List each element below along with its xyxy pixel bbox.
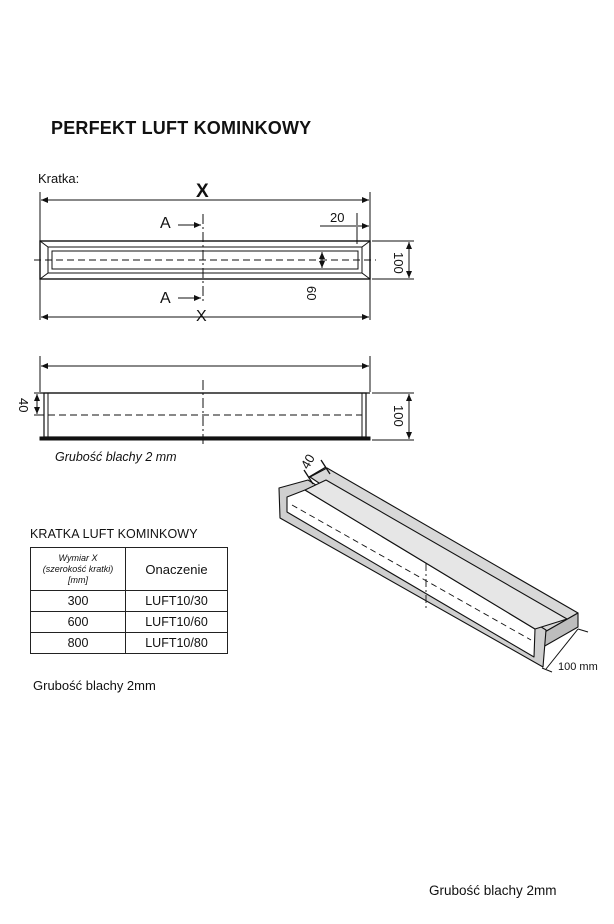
table-title: KRATKA LUFT KOMINKOWY bbox=[30, 527, 198, 541]
dim-100-side: 100 bbox=[391, 405, 406, 427]
header-width-line3: [mm] bbox=[68, 574, 88, 585]
dim-40-side: 40 bbox=[16, 398, 31, 413]
kratka-label: Kratka: bbox=[38, 171, 80, 186]
front-view bbox=[34, 192, 414, 320]
section-marker-bottom: A bbox=[160, 290, 171, 307]
row-code: LUFT10/80 bbox=[126, 633, 228, 654]
dim-20: 20 bbox=[330, 210, 345, 225]
dim-100mm-iso: 100 mm bbox=[558, 661, 598, 673]
spec-table bbox=[30, 547, 228, 654]
header-code: Onaczenie bbox=[126, 548, 228, 591]
section-marker-top: A bbox=[160, 215, 171, 232]
dim-60: 60 bbox=[304, 286, 319, 301]
table-row bbox=[31, 591, 228, 612]
header-width-line1: Wymiar X bbox=[58, 552, 98, 563]
header-width-line2: (szerokość kratki) bbox=[42, 563, 114, 574]
header-width bbox=[31, 548, 126, 591]
dim-x-bottom: X bbox=[196, 308, 207, 325]
row-code: LUFT10/30 bbox=[126, 591, 228, 612]
page-title: PERFEKT LUFT KOMINKOWY bbox=[51, 118, 312, 138]
dim-40-iso: 40 bbox=[297, 451, 318, 472]
dim-x-top: X bbox=[196, 181, 209, 202]
iso-view bbox=[279, 460, 588, 672]
thickness-note: Grubość blachy 2mm bbox=[33, 678, 156, 693]
side-view bbox=[34, 356, 414, 445]
table-row bbox=[31, 612, 228, 633]
row-width: 800 bbox=[31, 633, 126, 654]
table-header-row bbox=[31, 548, 228, 591]
dim-100-front: 100 bbox=[391, 252, 406, 274]
row-width: 600 bbox=[31, 612, 126, 633]
table-row bbox=[31, 633, 228, 654]
thickness-note-italic: Grubość blachy 2 mm bbox=[55, 450, 177, 464]
row-width: 300 bbox=[31, 591, 126, 612]
thickness-note-bottom: Grubość blachy 2mm bbox=[429, 883, 557, 898]
row-code: LUFT10/60 bbox=[126, 612, 228, 633]
